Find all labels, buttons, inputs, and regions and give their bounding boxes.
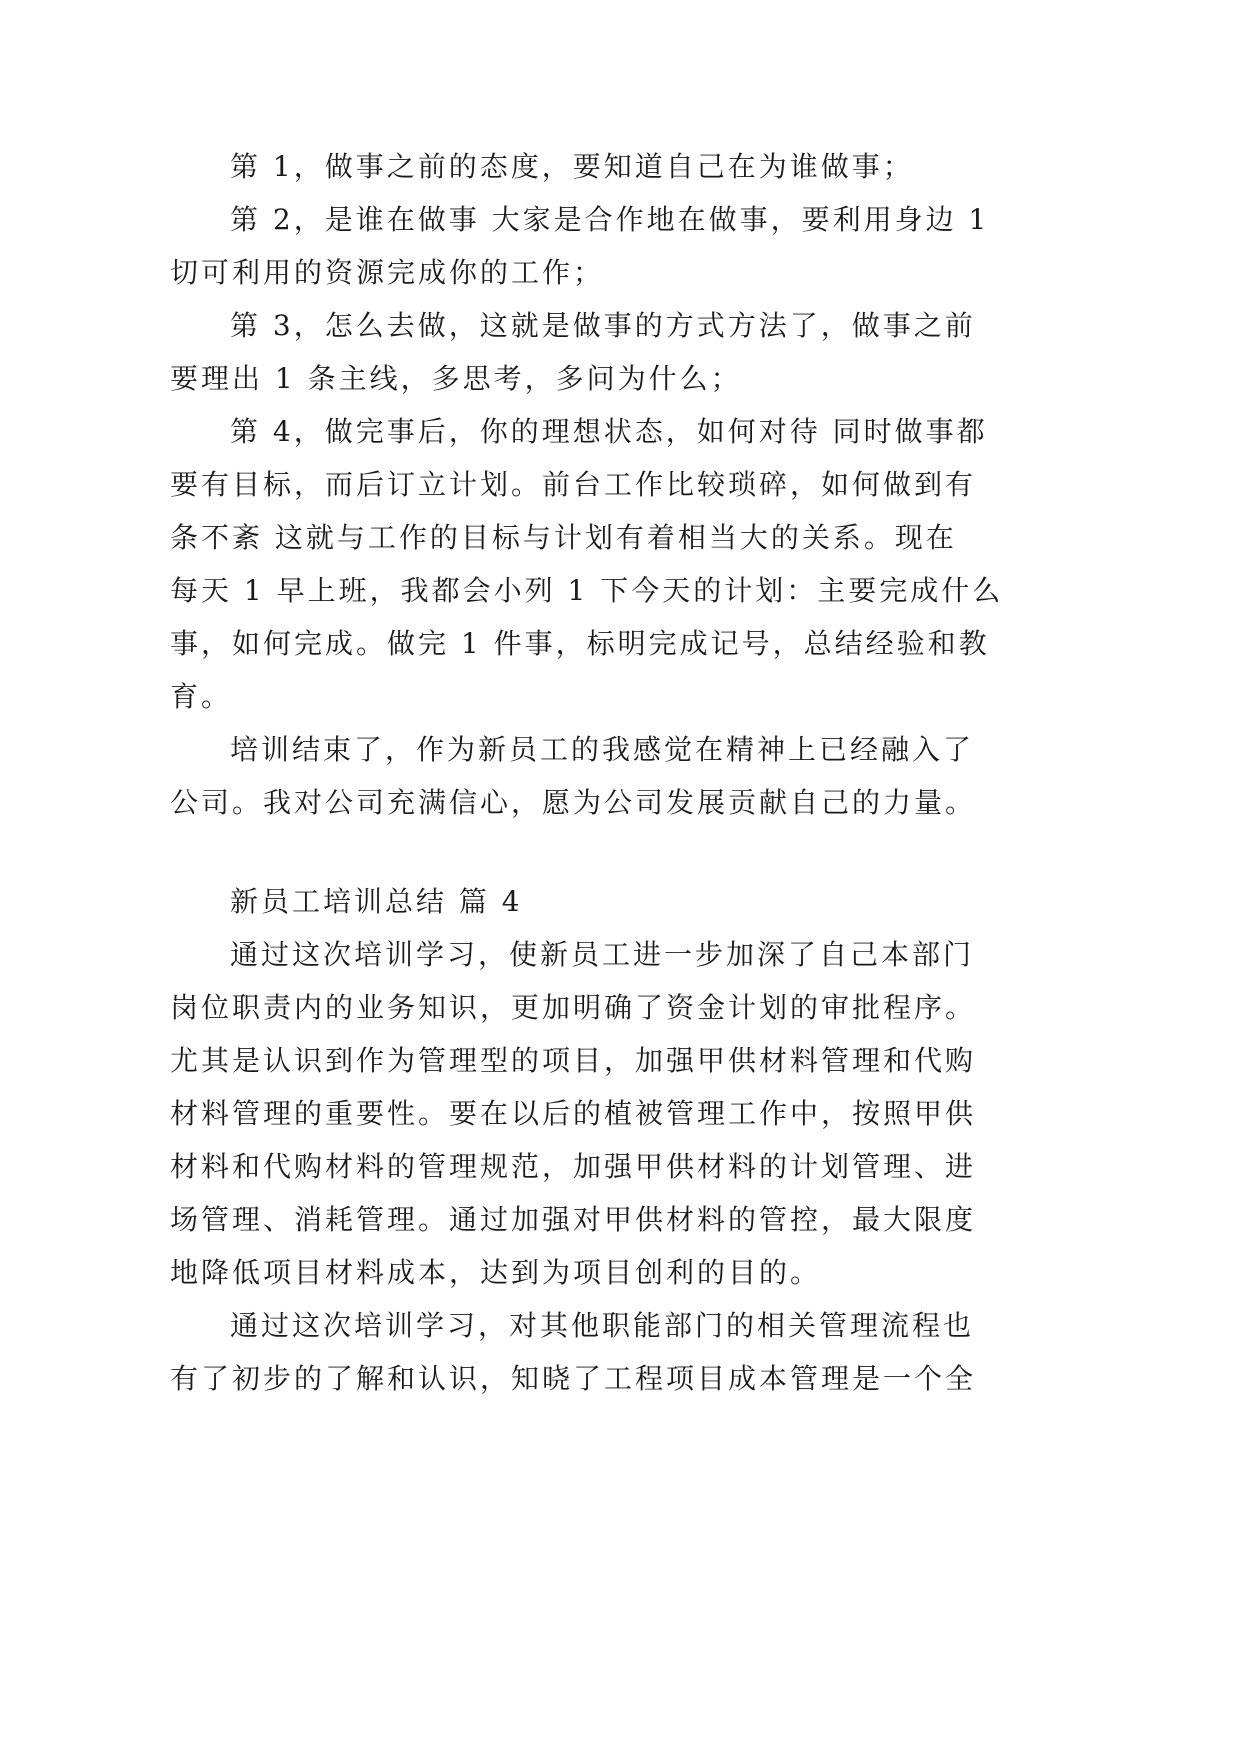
- paragraph-3-line-2: 要理出 1 条主线，多思考，多问为什么；: [170, 362, 742, 395]
- paragraph-6-line-2: 岗位职责内的业务知识，更加明确了资金计划的审批程序。: [170, 991, 977, 1024]
- paragraph-4-line-5: 事，如何完成。做完 1 件事，标明完成记号，总结经验和教: [170, 627, 990, 660]
- paragraph-2-line-1: 第 2，是谁在做事 大家是合作地在做事，要利用身边 1: [230, 203, 990, 236]
- paragraph-2-line-2: 切可利用的资源完成你的工作；: [170, 256, 605, 289]
- paragraph-7-line-1: 通过这次培训学习，对其他职能部门的相关管理流程也: [230, 1309, 975, 1342]
- paragraph-6-line-1: 通过这次培训学习，使新员工进一步加深了自己本部门: [230, 938, 975, 971]
- paragraph-4-line-6: 育。: [170, 680, 233, 713]
- paragraph-6-line-5: 材料和代购材料的管理规范，加强甲供材料的计划管理、进: [170, 1150, 977, 1183]
- paragraph-5-line-1: 培训结束了，作为新员工的我感觉在精神上已经融入了: [230, 733, 975, 766]
- paragraph-6-line-6: 场管理、消耗管理。通过加强对甲供材料的管控，最大限度: [170, 1203, 977, 1236]
- paragraph-6-line-4: 材料管理的重要性。要在以后的植被管理工作中，按照甲供: [170, 1097, 977, 1130]
- paragraph-4-line-4: 每天 1 早上班，我都会小列 1 下今天的计划：主要完成什么: [170, 574, 1004, 607]
- paragraph-6-line-3: 尤其是认识到作为管理型的项目，加强甲供材料管理和代购: [170, 1044, 977, 1077]
- section-heading: 新员工培训总结 篇 4: [230, 885, 523, 918]
- paragraph-5-line-2: 公司。我对公司充满信心，愿为公司发展贡献自己的力量。: [170, 786, 977, 819]
- paragraph-1-line-1: 第 1，做事之前的态度，要知道自己在为谁做事；: [230, 150, 914, 183]
- paragraph-4-line-2: 要有目标，而后订立计划。前台工作比较琐碎，如何做到有: [170, 468, 977, 501]
- paragraph-4-line-1: 第 4，做完事后，你的理想状态，如何对待 同时做事都: [230, 415, 988, 448]
- paragraph-7-line-2: 有了初步的了解和认识，知晓了工程项目成本管理是一个全: [170, 1362, 977, 1395]
- paragraph-3-line-1: 第 3，怎么去做，这就是做事的方式方法了，做事之前: [230, 309, 976, 342]
- paragraph-6-line-7: 地降低项目材料成本，达到为项目创利的目的。: [170, 1256, 822, 1289]
- paragraph-4-line-3: 条不紊 这就与工作的目标与计划有着相当大的关系。现在: [170, 521, 957, 554]
